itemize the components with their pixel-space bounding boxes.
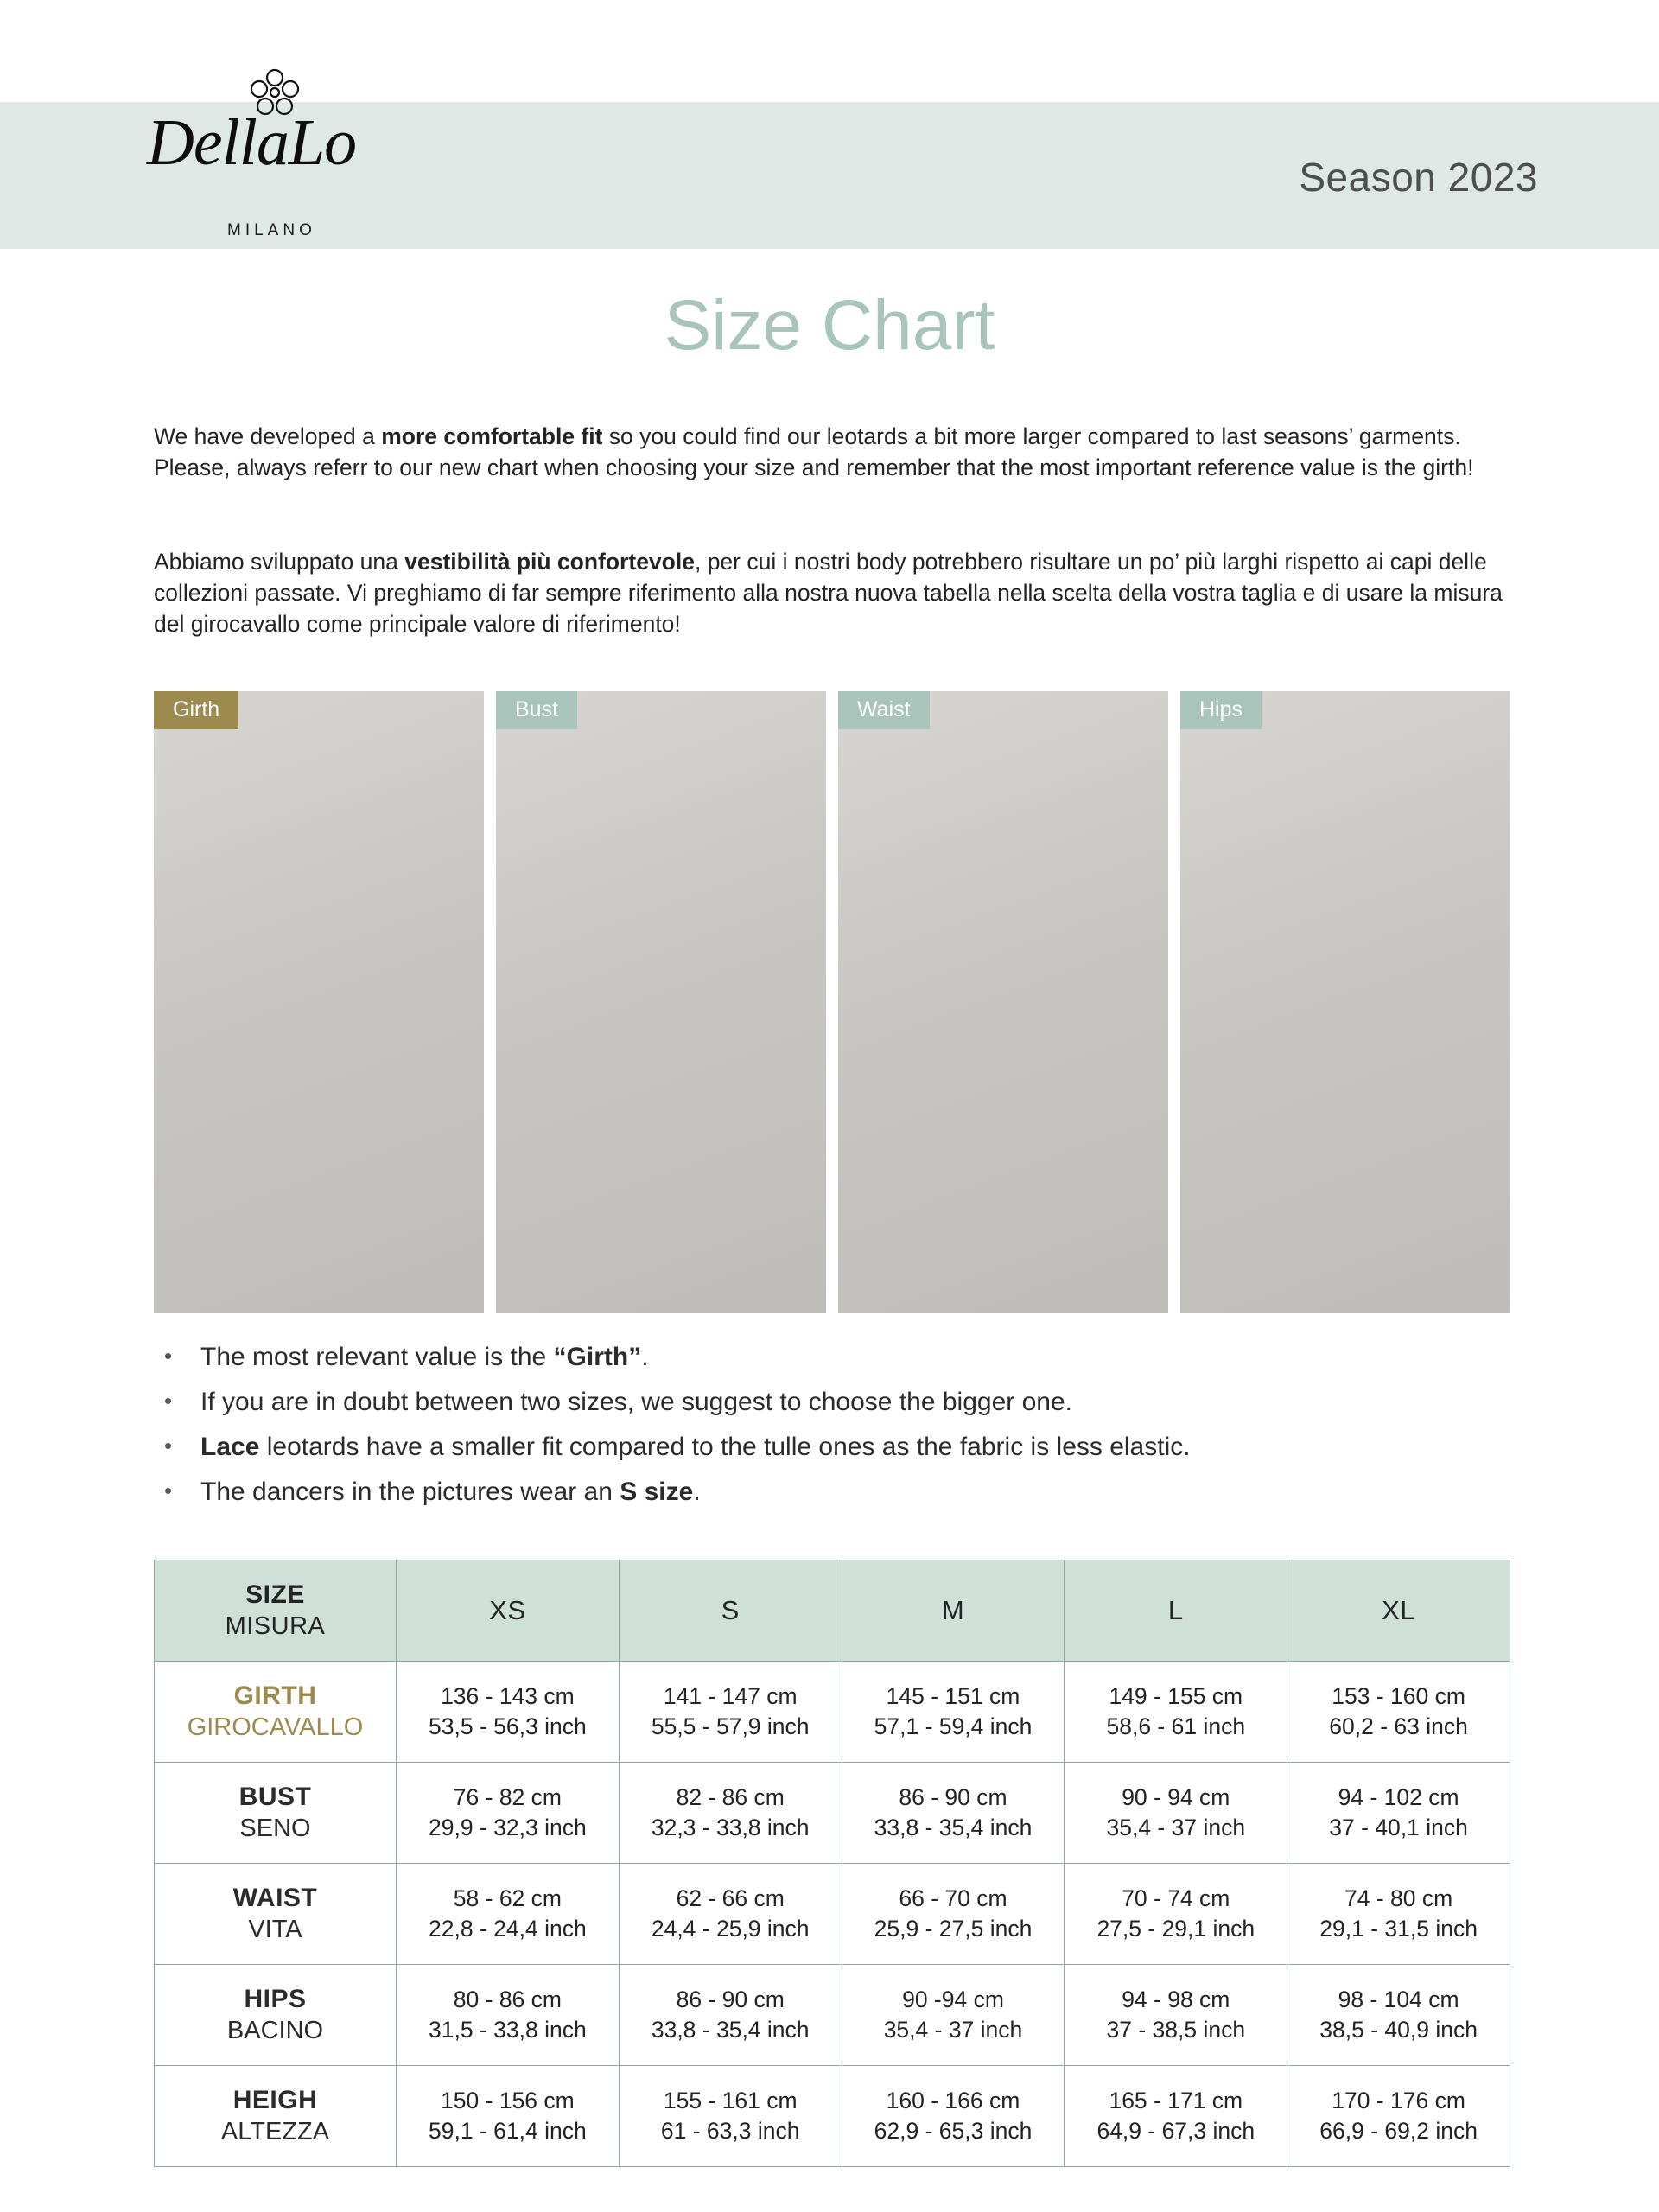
cell-hips-m-cm: 90 -94 cm — [902, 1986, 1004, 2012]
cell-girth-xs — [397, 1662, 620, 1763]
photo-background — [1180, 691, 1510, 1313]
cell-waist-s-cm: 62 - 66 cm — [676, 1885, 785, 1911]
cell-hips-xs-inch: 31,5 - 33,8 inch — [429, 2017, 587, 2043]
photo-bust — [496, 691, 826, 1313]
table-header-row — [155, 1560, 1510, 1662]
bullet-2-bold: Lace — [200, 1433, 260, 1461]
row-label-hips-en: HIPS — [244, 1985, 307, 2013]
intro-en-part1: We have developed a — [154, 423, 382, 449]
cell-waist-m-inch: 25,9 - 27,5 inch — [874, 1916, 1033, 1942]
bullet-0-post: . — [641, 1343, 649, 1371]
photo-tag-girth: Girth — [154, 691, 238, 729]
season-label: Season 2023 — [1299, 155, 1538, 200]
photo-waist — [838, 691, 1168, 1313]
list-item — [154, 1335, 1536, 1380]
cell-waist-s-inch: 24,4 - 25,9 inch — [651, 1916, 810, 1942]
bullet-0-bold: “Girth” — [553, 1343, 642, 1371]
cell-waist-xl-inch: 29,1 - 31,5 inch — [1319, 1916, 1478, 1942]
column-header-s: S — [619, 1560, 842, 1662]
bullet-3-pre: The dancers in the pictures wear an — [200, 1478, 620, 1506]
cell-waist-xl-cm: 74 - 80 cm — [1344, 1885, 1453, 1911]
notes-list — [154, 1335, 1536, 1515]
cell-bust-s-cm: 82 - 86 cm — [676, 1784, 785, 1810]
cell-waist-xs-cm: 58 - 62 cm — [453, 1885, 562, 1911]
cell-waist-l-cm: 70 - 74 cm — [1122, 1885, 1230, 1911]
cell-bust-xs-cm: 76 - 82 cm — [453, 1784, 562, 1810]
row-label-bust-it: SENO — [239, 1815, 311, 1842]
intro-en-bold: more comfortable fit — [381, 423, 603, 449]
cell-bust-xs-inch: 29,9 - 32,3 inch — [429, 1815, 587, 1840]
table-row — [155, 1763, 1510, 1864]
cell-hips-l-cm: 94 - 98 cm — [1122, 1986, 1230, 2012]
photo-girth — [154, 691, 484, 1313]
cell-waist-xl — [1287, 1864, 1510, 1965]
cell-heigh-l — [1065, 2066, 1287, 2167]
list-item — [154, 1425, 1536, 1470]
row-label-heigh-en: HEIGH — [232, 2086, 318, 2114]
cell-hips-s — [619, 1965, 842, 2066]
cell-hips-xl-inch: 38,5 - 40,9 inch — [1319, 2017, 1478, 2043]
cell-hips-xl — [1287, 1965, 1510, 2066]
cell-girth-l-inch: 58,6 - 61 inch — [1106, 1713, 1246, 1739]
cell-bust-s-inch: 32,3 - 33,8 inch — [651, 1815, 810, 1840]
row-label-waist — [155, 1864, 397, 1965]
cell-girth-xl-cm: 153 - 160 cm — [1332, 1683, 1465, 1709]
row-label-hips — [155, 1965, 397, 2066]
row-label-girth — [155, 1662, 397, 1763]
cell-waist-m-cm: 66 - 70 cm — [899, 1885, 1007, 1911]
intro-it-bold: vestibilità più confortevole — [404, 549, 695, 575]
cell-bust-xl — [1287, 1763, 1510, 1864]
cell-hips-s-cm: 86 - 90 cm — [676, 1986, 785, 2012]
cell-heigh-xs-cm: 150 - 156 cm — [441, 2088, 575, 2113]
row-label-heigh-it: ALTEZZA — [220, 2118, 330, 2145]
cell-girth-xl-inch: 60,2 - 63 inch — [1329, 1713, 1468, 1739]
cell-waist-l — [1065, 1864, 1287, 1965]
cell-heigh-xl — [1287, 2066, 1510, 2167]
row-label-bust — [155, 1763, 397, 1864]
cell-girth-s — [619, 1662, 842, 1763]
cell-waist-s — [619, 1864, 842, 1965]
cell-hips-m — [842, 1965, 1065, 2066]
list-item — [154, 1380, 1536, 1425]
measurement-photo-strip — [154, 691, 1510, 1313]
row-label-hips-it: BACINO — [226, 2017, 324, 2044]
photo-tag-hips: Hips — [1180, 691, 1262, 729]
photo-tag-waist: Waist — [838, 691, 930, 729]
table-row — [155, 1662, 1510, 1763]
cell-heigh-s — [619, 2066, 842, 2167]
column-header-xs: XS — [397, 1560, 620, 1662]
cell-bust-l-inch: 35,4 - 37 inch — [1106, 1815, 1246, 1840]
cell-bust-xl-inch: 37 - 40,1 inch — [1329, 1815, 1468, 1840]
photo-background — [154, 691, 484, 1313]
cell-bust-xs — [397, 1763, 620, 1864]
brand-logo — [147, 67, 441, 253]
cell-heigh-m — [842, 2066, 1065, 2167]
cell-girth-xs-cm: 136 - 143 cm — [441, 1683, 575, 1709]
cell-hips-s-inch: 33,8 - 35,4 inch — [651, 2017, 810, 2043]
table-row — [155, 2066, 1510, 2167]
page-title: Size Chart — [664, 286, 995, 365]
row-label-waist-it: VITA — [248, 1916, 302, 1943]
list-item — [154, 1470, 1536, 1515]
intro-it-part1: Abbiamo sviluppato una — [154, 549, 405, 575]
photo-hips — [1180, 691, 1510, 1313]
photo-background — [496, 691, 826, 1313]
row-label-heigh — [155, 2066, 397, 2167]
bullet-2-post: leotards have a smaller fit compared to the tulle ones as the fabric is less elastic. — [259, 1433, 1191, 1461]
cell-heigh-xl-inch: 66,9 - 69,2 inch — [1319, 2118, 1478, 2144]
intro-it-part2: , per cui i nostri body potrebbero risultare un po’ più larghi rispetto ai capi delle collezioni passate. Vi preghiamo di far sempre riferimento alla nostra nuova tabella nella scelta della vostra taglia e di usare la misura del girocavallo come principale valore di riferimento! — [154, 549, 1503, 637]
row-label-girth-it: GIROCAVALLO — [187, 1713, 364, 1741]
cell-bust-l-cm: 90 - 94 cm — [1122, 1784, 1230, 1810]
size-chart-table — [154, 1560, 1510, 2167]
cell-heigh-l-inch: 64,9 - 67,3 inch — [1096, 2118, 1255, 2144]
brand-name: DellaLo — [147, 106, 357, 179]
table-row — [155, 1864, 1510, 1965]
column-header-l: L — [1065, 1560, 1287, 1662]
row-label-bust-en: BUST — [238, 1783, 312, 1811]
cell-girth-xs-inch: 53,5 - 56,3 inch — [429, 1713, 587, 1739]
cell-heigh-s-inch: 61 - 63,3 inch — [660, 2118, 800, 2144]
corner-label-en: SIZE — [245, 1580, 305, 1609]
cell-bust-m-cm: 86 - 90 cm — [899, 1784, 1007, 1810]
cell-hips-xs — [397, 1965, 620, 2066]
brand-subtitle: MILANO — [227, 221, 316, 239]
intro-paragraph-en — [154, 421, 1523, 483]
photo-tag-bust: Bust — [496, 691, 577, 729]
cell-girth-s-cm: 141 - 147 cm — [663, 1683, 798, 1709]
intro-en-part2: so you could find our leotards a bit more larger compared to last seasons’ garments. Please, always referr to our new chart when choosing your size and remember that the most important reference value is the girth! — [154, 423, 1474, 480]
cell-girth-l-cm: 149 - 155 cm — [1109, 1683, 1243, 1709]
cell-girth-s-inch: 55,5 - 57,9 inch — [651, 1713, 810, 1739]
cell-girth-m-inch: 57,1 - 59,4 inch — [874, 1713, 1033, 1739]
cell-bust-l — [1065, 1763, 1287, 1864]
cell-bust-xl-cm: 94 - 102 cm — [1338, 1784, 1459, 1810]
intro-paragraph-it — [154, 546, 1523, 639]
cell-hips-l-inch: 37 - 38,5 inch — [1106, 2017, 1246, 2043]
cell-girth-xl — [1287, 1662, 1510, 1763]
bullet-3-post: . — [693, 1478, 701, 1506]
table-row — [155, 1965, 1510, 2066]
cell-heigh-l-cm: 165 - 171 cm — [1109, 2088, 1243, 2113]
cell-heigh-s-cm: 155 - 161 cm — [663, 2088, 798, 2113]
corner-label-it: MISURA — [225, 1612, 326, 1640]
bullet-1-pre: If you are in doubt between two sizes, we suggest to choose the bigger one. — [200, 1388, 1072, 1416]
cell-girth-m — [842, 1662, 1065, 1763]
cell-girth-m-cm: 145 - 151 cm — [886, 1683, 1020, 1709]
bullet-0-pre: The most relevant value is the — [200, 1343, 554, 1371]
cell-girth-l — [1065, 1662, 1287, 1763]
row-label-waist-en: WAIST — [232, 1884, 318, 1912]
cell-heigh-m-inch: 62,9 - 65,3 inch — [874, 2118, 1033, 2144]
table-corner-cell — [155, 1560, 397, 1662]
column-header-m: M — [842, 1560, 1065, 1662]
cell-heigh-xl-cm: 170 - 176 cm — [1332, 2088, 1465, 2113]
cell-hips-xl-cm: 98 - 104 cm — [1338, 1986, 1459, 2012]
cell-waist-l-inch: 27,5 - 29,1 inch — [1096, 1916, 1255, 1942]
photo-background — [838, 691, 1168, 1313]
cell-waist-m — [842, 1864, 1065, 1965]
cell-bust-s — [619, 1763, 842, 1864]
bullet-3-bold: S size — [620, 1478, 694, 1506]
cell-heigh-xs — [397, 2066, 620, 2167]
cell-heigh-xs-inch: 59,1 - 61,4 inch — [429, 2118, 587, 2144]
cell-hips-xs-cm: 80 - 86 cm — [453, 1986, 562, 2012]
row-label-girth-en: GIRTH — [233, 1681, 317, 1710]
cell-bust-m — [842, 1763, 1065, 1864]
column-header-xl: XL — [1287, 1560, 1510, 1662]
cell-heigh-m-cm: 160 - 166 cm — [886, 2088, 1020, 2113]
cell-hips-l — [1065, 1965, 1287, 2066]
cell-hips-m-inch: 35,4 - 37 inch — [883, 2017, 1023, 2043]
cell-bust-m-inch: 33,8 - 35,4 inch — [874, 1815, 1033, 1840]
cell-waist-xs — [397, 1864, 620, 1965]
cell-waist-xs-inch: 22,8 - 24,4 inch — [429, 1916, 587, 1942]
